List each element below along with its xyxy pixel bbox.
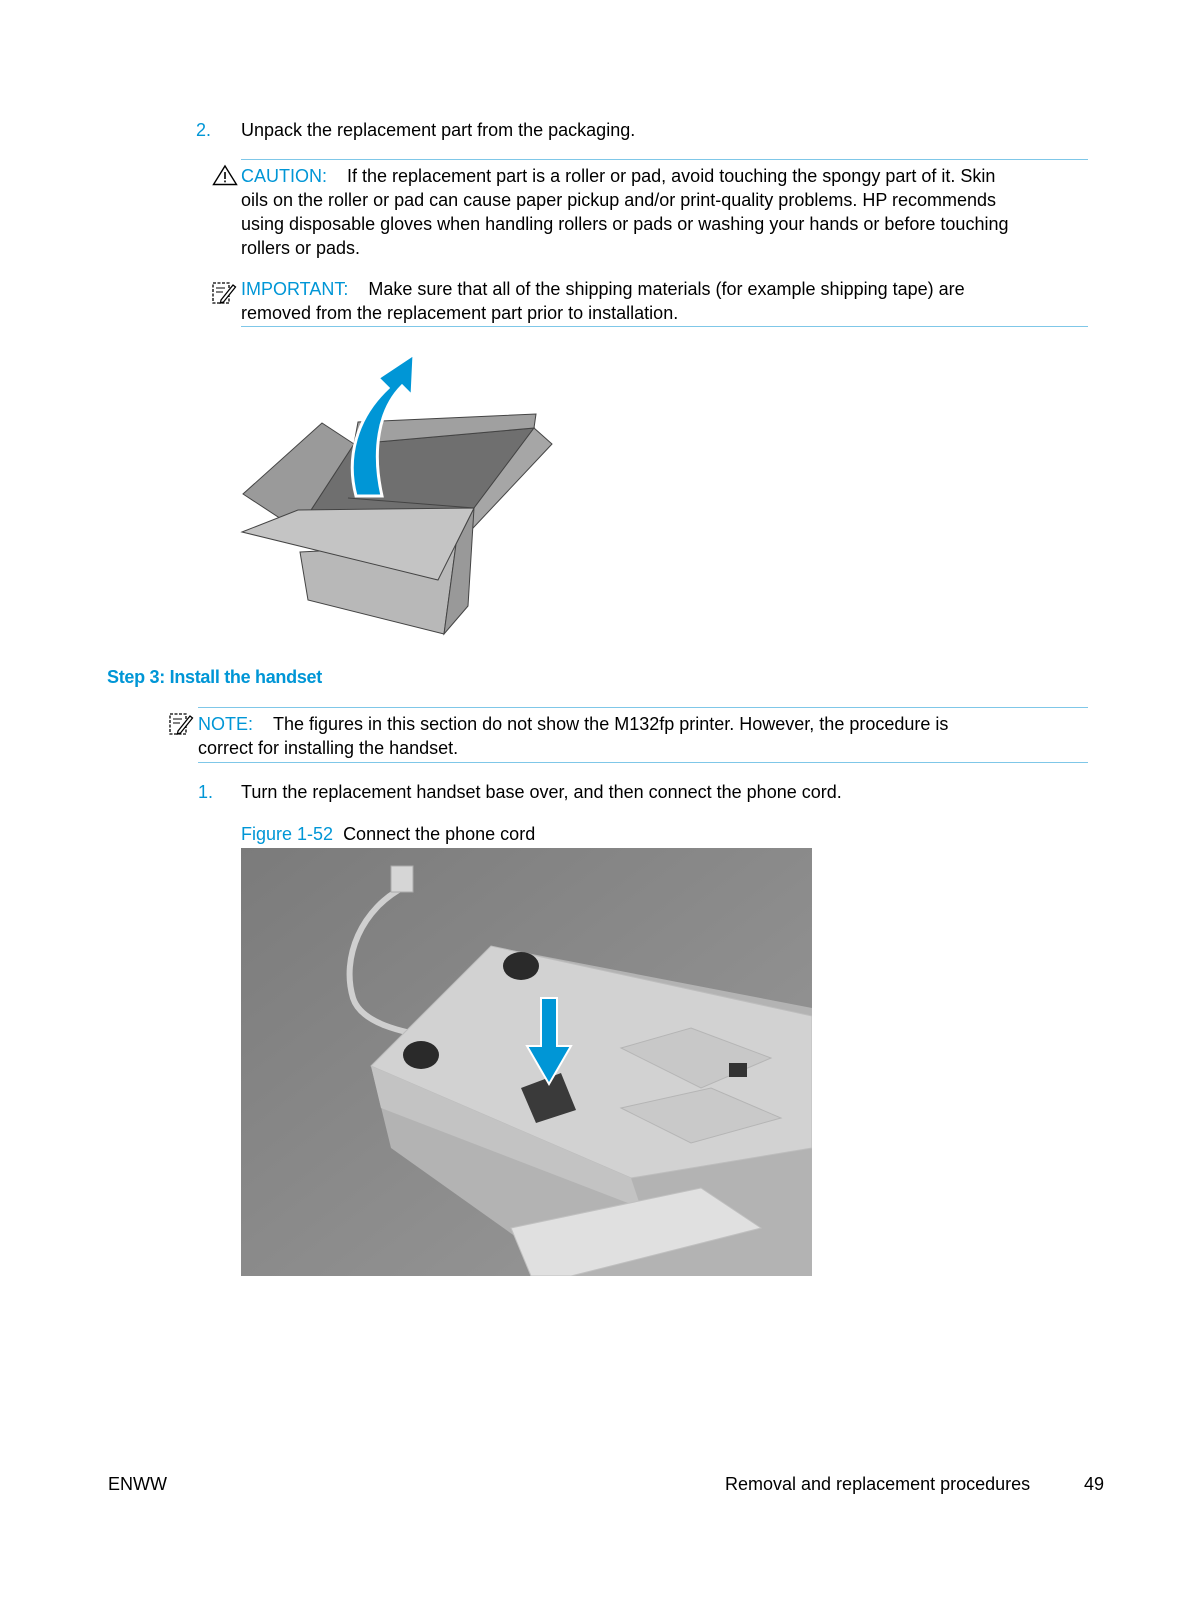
note-pencil-icon [168,711,194,737]
note-top-rule [198,707,1088,708]
note-line-2: correct for installing the handset. [198,738,459,758]
step-1-number: 1. [198,782,214,802]
step-2-number: 2. [196,120,212,140]
figure-label: Figure 1-52 [241,824,334,844]
important-block [241,277,1101,325]
footer-section-title: Removal and replacement procedures [725,1474,1031,1494]
step-1-text: Turn the replacement handset base over, and then connect the phone cord. [241,782,842,802]
important-line-1: Make sure that all of the shipping materials (for example shipping tape) are [368,279,965,299]
note-bottom-rule [198,762,1088,763]
important-bottom-rule [241,326,1088,327]
caution-line-2: oils on the roller or pad can cause paper pickup and/or print-quality problems. HP recommends [241,190,997,210]
warning-triangle-icon [212,164,238,186]
caution-line-3: using disposable gloves when handling rollers or pads or washing your hands or before touching [241,214,1009,234]
caution-line-1: If the replacement part is a roller or pad, avoid touching the spongy part of it. Skin [347,166,996,186]
open-box-illustration [238,348,558,643]
caution-block [241,164,1101,260]
caution-top-rule [241,159,1088,160]
caution-line-4: rollers or pads. [241,238,361,258]
important-line-2: removed from the replacement part prior to installation. [241,303,679,323]
note-line-1: The figures in this section do not show the M132fp printer. However, the procedure is [273,714,949,734]
important-note-icon [211,280,237,306]
handset-base-photo [241,848,812,1276]
section-heading: Step 3: Install the handset [107,667,322,687]
figure-caption [241,822,535,846]
page-number: 49 [1084,1474,1105,1494]
note-block [198,712,1098,760]
footer-left: ENWW [108,1474,167,1494]
figure-caption-text: Connect the phone cord [343,824,536,844]
important-label: IMPORTANT: [241,279,349,299]
note-label: NOTE: [198,714,254,734]
step-2-text: Unpack the replacement part from the packaging. [241,120,636,140]
caution-label: CAUTION: [241,166,328,186]
